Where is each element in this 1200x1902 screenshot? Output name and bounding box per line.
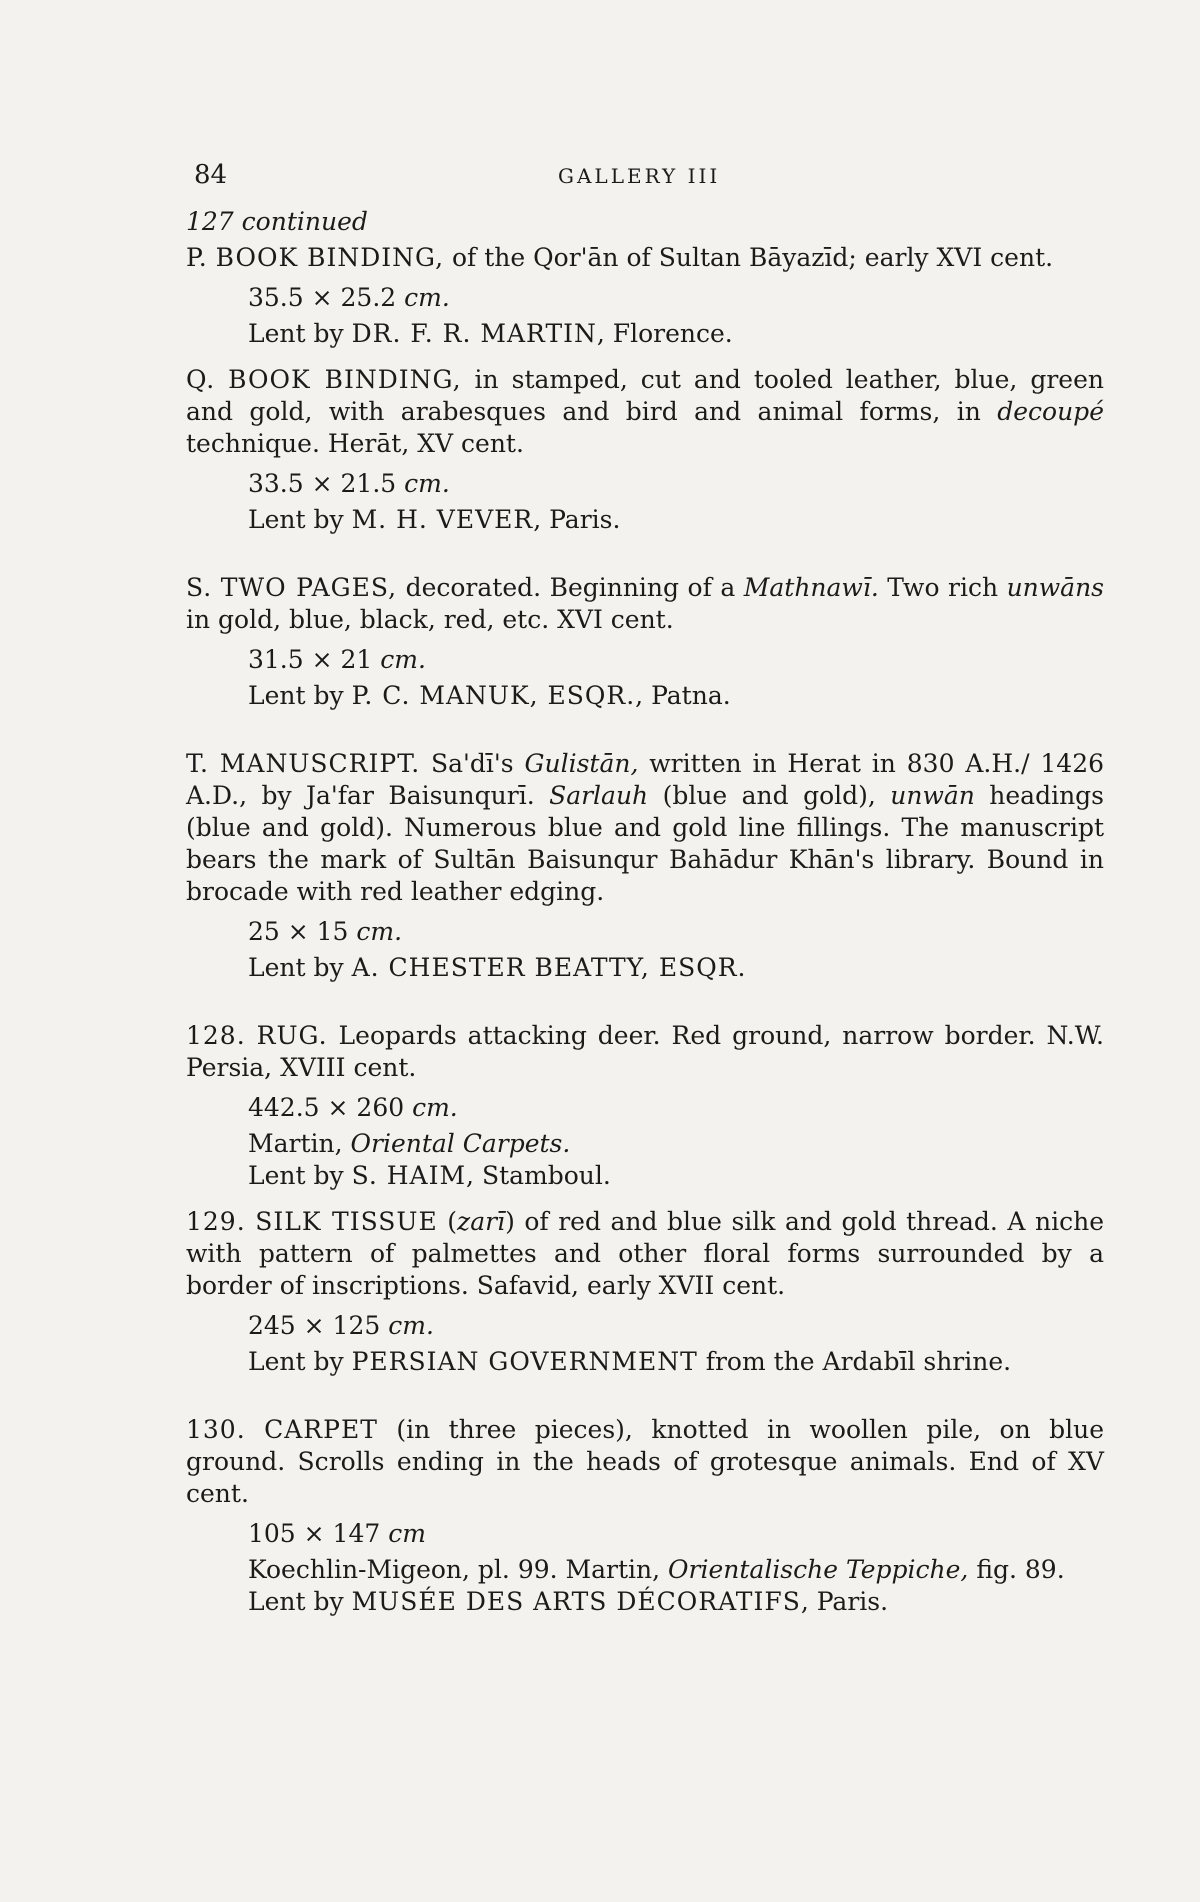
- entry-heading: 129. SILK TISSUE (zarī) of red and blue silk and gold thread. A niche with pattern of palmettes and other floral forms surrounded by a border of inscriptions. Safavid, early XVII cent.: [186, 1207, 1104, 1300]
- entry-letter: P.: [186, 243, 208, 272]
- entry-meta: [186, 282, 1104, 350]
- lender-name: M. H. VEVER: [351, 505, 534, 534]
- entry-p: [186, 242, 1104, 350]
- lender-name: S. HAIM: [351, 1161, 467, 1190]
- running-title: GALLERY III: [558, 164, 721, 188]
- entry-meta: [186, 644, 1104, 712]
- dimensions: 31.5 × 21 cm.: [248, 645, 426, 674]
- entry-heading: S. TWO PAGES, decorated. Beginning of a Mathnawī. Two rich unwāns in gold, blue, black, red, etc. XVI cent.: [186, 573, 1104, 634]
- entry-heading: 130. CARPET (in three pieces), knotted in woollen pile, on blue ground. Scrolls ending in the heads of grotesque animals. End of XV cent.: [186, 1415, 1105, 1508]
- item-127-continued: [186, 206, 1104, 238]
- entry-title: SILK TISSUE: [255, 1207, 438, 1236]
- entry-letter: Q.: [186, 365, 216, 394]
- lender-name: PERSIAN GOVERNMENT: [351, 1347, 698, 1376]
- lender-name: DR. F. R. MARTIN: [351, 319, 597, 348]
- entry-title: MANUSCRIPT.: [219, 749, 421, 778]
- lender-line: Lent by M. H. VEVER, Paris.: [248, 505, 621, 534]
- lender-name: MUSÉE DES ARTS DÉCORATIFS: [351, 1587, 801, 1616]
- lender-line: Lent by P. C. MANUK, ESQR., Patna.: [248, 681, 731, 710]
- lender-name: A. CHESTER BEATTY, ESQR.: [351, 953, 747, 982]
- entry-heading: 128. RUG. Leopards attacking deer. Red ground, narrow border. N.W. Persia, XVIII cent.: [186, 1021, 1104, 1082]
- entry-s: [186, 572, 1104, 712]
- entry-meta: [186, 1518, 1104, 1618]
- entry-meta: [186, 468, 1104, 536]
- entry-130: [186, 1414, 1104, 1618]
- lender-name: P. C. MANUK, ESQR.: [351, 681, 636, 710]
- entry-meta: [186, 916, 1104, 984]
- entry-title: RUG.: [256, 1021, 328, 1050]
- dimensions: 25 × 15 cm.: [248, 917, 403, 946]
- entry-letter: S.: [186, 573, 213, 602]
- item-number: 127: [186, 207, 234, 236]
- entry-letter: T.: [186, 749, 209, 778]
- entry-title: BOOK BINDING,: [215, 243, 445, 272]
- page-number: 84: [194, 160, 228, 190]
- dimensions: 245 × 125 cm.: [248, 1311, 434, 1340]
- lender-line: Lent by DR. F. R. MARTIN, Florence.: [248, 319, 733, 348]
- dimensions: 105 × 147 cm: [248, 1519, 426, 1548]
- reference-line: Koechlin-Migeon, pl. 99. Martin, Orientalische Teppiche, fig. 89.: [248, 1555, 1065, 1584]
- lender-line: Lent by A. CHESTER BEATTY, ESQR.: [248, 953, 747, 982]
- entry-description: of the Qor'ān of Sultan Bāyazīd; early XVI cent.: [444, 243, 1054, 272]
- entry-heading: Q. BOOK BINDING, in stamped, cut and tooled leather, blue, green and gold, with arabesques and bird and animal forms, in decoupé technique. Herāt, XV cent.: [186, 365, 1104, 458]
- entry-meta: [186, 1310, 1104, 1378]
- lender-line: Lent by MUSÉE DES ARTS DÉCORATIFS, Paris.: [248, 1587, 889, 1616]
- catalogue-content: [186, 206, 1104, 1618]
- entry-q: [186, 364, 1104, 536]
- entry-number: 128.: [186, 1021, 246, 1050]
- entry-128: [186, 1020, 1104, 1192]
- entry-heading: T. MANUSCRIPT. Sa'dī's Gulistān, written in Herat in 830 A.H./ 1426 A.D., by Ja'far Baisunqurī. Sarlauh (blue and gold), unwān headings (blue and gold). Numerous blue and gold line fillings. The manuscript bears the mark of Sultān Baisunqur Bahādur Khān's library. Bound in brocade with red leather edging.: [186, 749, 1105, 906]
- entry-number: 130.: [186, 1415, 246, 1444]
- entry-title: BOOK BINDING,: [228, 365, 462, 394]
- entry-meta: [186, 1092, 1104, 1192]
- page-header: [194, 160, 1100, 192]
- lender-line: Lent by S. HAIM, Stamboul.: [248, 1161, 611, 1190]
- entry-title: CARPET: [264, 1415, 378, 1444]
- lender-line: Lent by PERSIAN GOVERNMENT from the Ardabīl shrine.: [248, 1347, 1012, 1376]
- continued-label: continued: [241, 207, 368, 236]
- dimensions: 442.5 × 260 cm.: [248, 1093, 458, 1122]
- entry-title: TWO PAGES,: [220, 573, 398, 602]
- dimensions: 33.5 × 21.5 cm.: [248, 469, 450, 498]
- entry-129: [186, 1206, 1104, 1378]
- entry-number: 129.: [186, 1207, 246, 1236]
- entry-t: [186, 748, 1104, 984]
- reference-line: Martin, Oriental Carpets.: [248, 1129, 571, 1158]
- entry-heading: [186, 242, 1104, 274]
- dimensions: 35.5 × 25.2 cm.: [248, 283, 450, 312]
